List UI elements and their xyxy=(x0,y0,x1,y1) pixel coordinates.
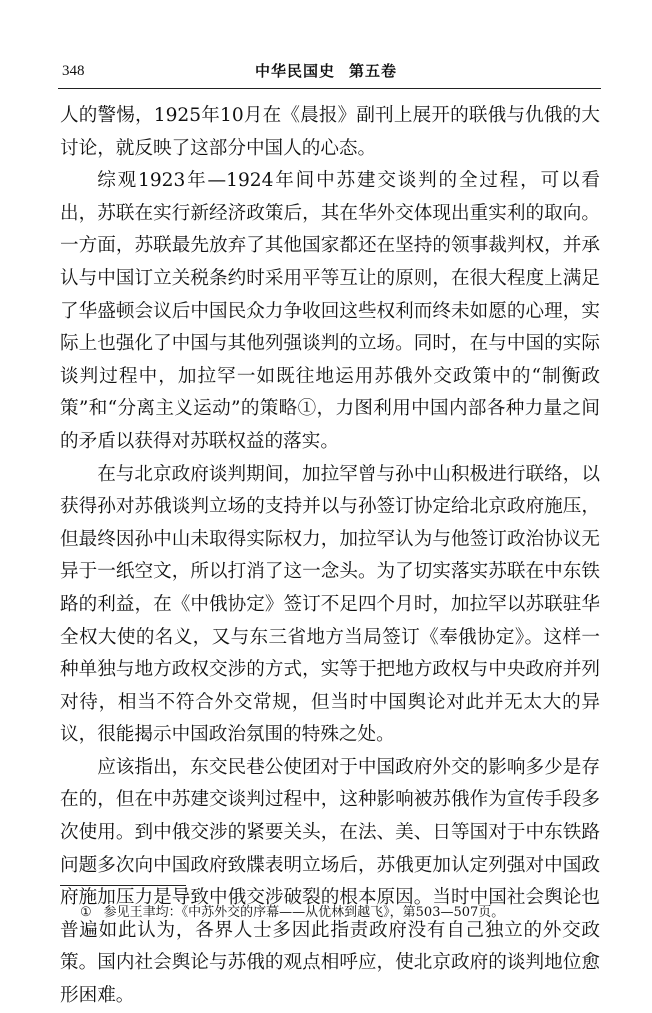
paragraph: 综观1923年—1924年间中苏建交谈判的全过程，可以看出，苏联在实行新经济政策后，其在华外交体现出重实利的取向。一方面，苏联最先放弃了其他国家都还在坚持的领事裁判权，并承认与中国订立关税条约时采用平等互让的原则，在很大程度上满足了华盛顿会议后中国民众力争收回这些权利而终未如愿的心理，实际上也强化了中国与其他列强谈判的立场。同时，在与中国的实际谈判过程中，加拉罕一如既往地运用苏俄外交政策中的“制衡政策”和“分离主义运动”的策略①，力图利用中国内部各种力量之间的矛盾以获得对苏联权益的落实。 xyxy=(60,170,600,452)
running-header xyxy=(0,60,652,81)
header-rule xyxy=(58,88,601,89)
footnote xyxy=(80,903,600,923)
paragraph: 在与北京政府谈判期间，加拉罕曾与孙中山积极进行联络，以获得孙对苏俄谈判立场的支持并以与孙签订协定给北京政府施压，但最终因孙中山未取得实际权力，加拉罕认为与他签订政治协议无异于一纸空文，所以打消了这一念头。为了切实落实苏联在中东铁路的利益，在《中俄协定》签订不足四个月时，加拉罕以苏联驻华全权大使的名义，又与东三省地方当局签订《奉俄协定》。这样一种单独与地方政权交涉的方式，实等于把地方政权与中央政府并列对待，相当不符合外交常规，但当时中国舆论对此并无太大的异议，很能揭示中国政治氛围的特殊之处。 xyxy=(60,463,600,746)
page-number: 348 xyxy=(62,63,85,79)
book-title: 中华民国史 xyxy=(254,62,335,80)
paragraph: 应该指出，东交民巷公使团对于中国政府外交的影响多少是存在的，但在中苏建交谈判过程中，这种影响被苏俄作为宣传手段多次使用。到中俄交涉的紧要关头，在法、美、日等国对于中东铁路问题多次向中国政府致牒表明立场后，苏俄更加认定列强对中国政府施加压力是导致中俄交涉破裂的根本原因。当时中国社会舆论也普遍如此认为，各界人士多因此指责政府没有自己独立的外交政策。国内社会舆论与苏俄的观点相呼应，使北京政府的谈判地位愈形困难。 xyxy=(60,756,600,1007)
paragraph-continued: 人的警惕，1925年10月在《晨报》副刊上展开的联俄与仇俄的大讨论，就反映了这部分中国人的心态。 xyxy=(60,105,600,159)
body-text xyxy=(60,100,600,1013)
volume-label: 第五卷 xyxy=(349,62,398,80)
footnote-marker: ① xyxy=(80,905,92,920)
footnote-rule xyxy=(60,885,186,886)
footnote-text: 参见王聿均：《中苏外交的序幕——从优林到越飞》，第503—507页。 xyxy=(103,905,505,920)
